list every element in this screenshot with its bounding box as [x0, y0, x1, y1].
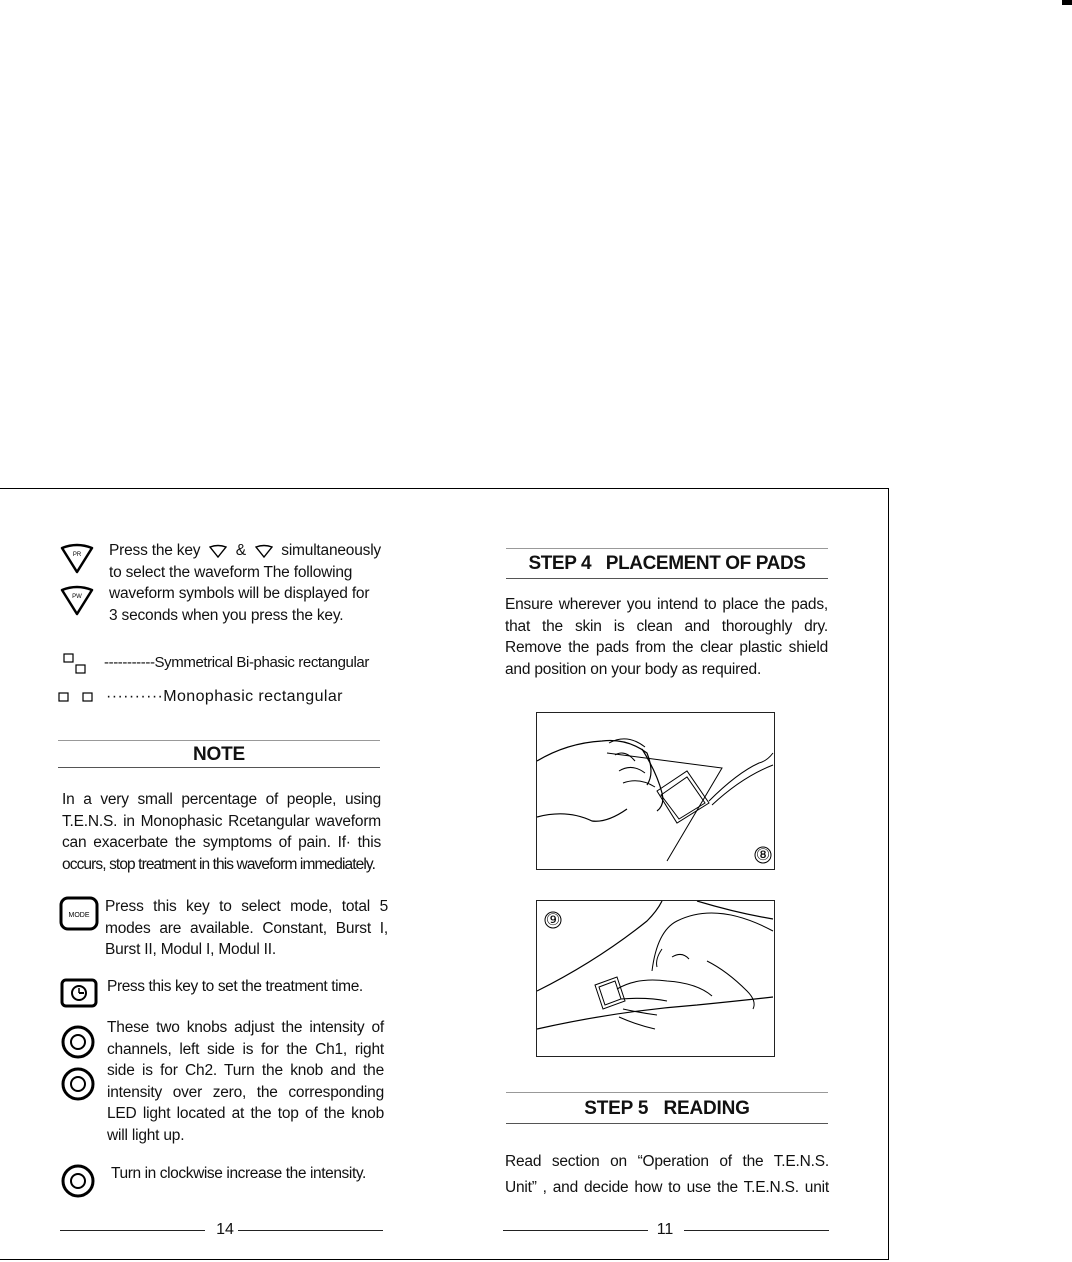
corner-mark — [1062, 0, 1072, 5]
footer-rule-left — [60, 1230, 205, 1231]
down-key-small-icon — [255, 544, 273, 558]
knob-clockwise-icon — [60, 1163, 96, 1199]
footer-rule-left-2 — [238, 1230, 383, 1231]
footer-rule-right-2 — [684, 1230, 829, 1231]
timer-key-text: Press this key to set the treatment time. — [107, 978, 363, 995]
waveform-key-text: Press the key & simultaneously to select the waveform The following waveform symbols will be displayed for 3 seconds when you press the key. — [109, 542, 381, 624]
step5-rule-bottom — [506, 1123, 828, 1124]
note-rule-top — [58, 740, 380, 741]
figure-8 — [536, 712, 775, 870]
page-number-left: 14 — [216, 1221, 234, 1238]
step4-rule-bottom — [506, 578, 828, 579]
footer-rule-right — [503, 1230, 648, 1231]
pad-removal-illustration — [537, 713, 774, 869]
figure-9 — [536, 900, 775, 1057]
pad-placement-illustration — [537, 901, 774, 1056]
note-text: In a very small percentage of people, using T.E.N.S. in Monophasic Rcetangular waveform can exacerbate the symptoms of pain. If· this occurs, stop treatment in this waveform immediately. — [62, 791, 381, 873]
svg-text:MODE: MODE — [68, 912, 90, 919]
monophasic-waveform-icon — [57, 690, 101, 704]
down-key-small-icon — [209, 544, 227, 558]
figure-9-label: ⑨ — [545, 912, 561, 929]
waveform-item: ··········Monophasic rectangular — [106, 688, 343, 705]
knob-ch1-icon — [60, 1024, 96, 1060]
pr-key-icon — [60, 542, 94, 576]
pw-key-icon — [60, 584, 94, 618]
knobs-text: These two knobs adjust the intensity of channels, left side is for the Ch1, right side is for Ch2. Turn the knob and the intensity over zero, the corresponding LED light located at the top of the knob will light up. — [107, 1019, 384, 1144]
svg-text:PR: PR — [72, 552, 82, 558]
figure-8-label: ⑧ — [755, 847, 771, 864]
knob-ch2-icon — [60, 1066, 96, 1102]
note-title: NOTE — [193, 744, 245, 765]
step5-rule-top — [506, 1092, 828, 1093]
svg-text:PW: PW — [72, 594, 82, 600]
step4-title: STEP 4 PLACEMENT OF PADS — [528, 553, 806, 574]
step4-rule-top — [506, 548, 828, 549]
step5-title: STEP 5 READING — [584, 1098, 750, 1119]
step5-text: Read section on “Operation of the T.E.N.S. Unit” , and decide how to use the T.E.N.S. unit — [505, 1153, 829, 1196]
waveform-item: -----------Symmetrical Bi-phasic rectangular — [104, 654, 369, 671]
page-number-right: 11 — [656, 1221, 674, 1238]
step4-text: Ensure wherever you intend to place the pads, that the skin is clean and thoroughly dry. Remove the pads from the clear plastic shield and position on your body as required. — [505, 596, 828, 678]
note-rule-bottom — [58, 767, 380, 768]
timer-key-icon — [60, 978, 98, 1008]
biphasic-waveform-icon — [62, 652, 94, 676]
clockwise-text: Turn in clockwise increase the intensity. — [111, 1165, 366, 1182]
mode-key-text: Press this key to select mode, total 5 modes are available. Constant, Burst I, Burst II, Modul I, Modul II. — [105, 898, 388, 958]
mode-key-icon — [59, 896, 99, 932]
